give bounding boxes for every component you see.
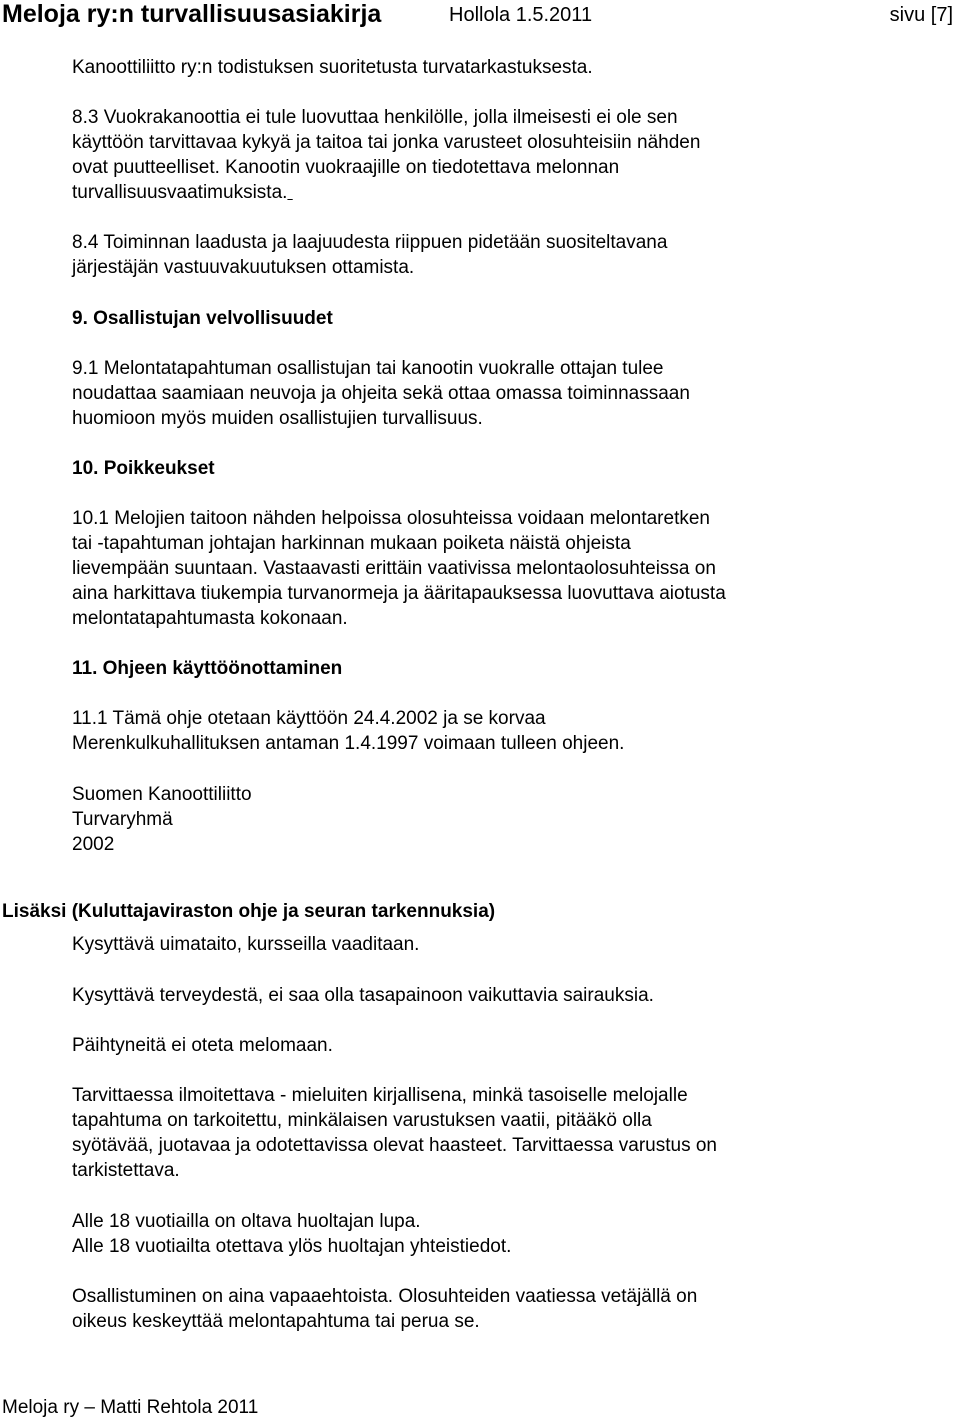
text-line: Alle 18 vuotiailla on oltava huoltajan lupa. [72, 1211, 421, 1232]
text-line: tai -tapahtuman johtajan harkinnan mukaan poiketa näistä ohjeista [72, 533, 631, 554]
document-title: Meloja ry:n turvallisuusasiakirja [2, 0, 382, 28]
page-footer: Meloja ry – Matti Rehtola 2011 [2, 1397, 259, 1418]
text-line: huomioon myös muiden osallistujien turvallisuus. [72, 408, 483, 429]
text-line: Päihtyneitä ei oteta melomaan. [72, 1035, 333, 1056]
text-line: aina harkittava tiukempia turvanormeja ja ääritapauksessa luovuttava aiotusta [72, 583, 726, 604]
text-line: syötävää, juotavaa ja odotettavissa olevat haasteet. Tarvittaessa varustus on [72, 1135, 717, 1156]
text-line: melontatapahtumasta kokonaan. [72, 608, 348, 629]
signature-organisation: Suomen Kanoottiliitto [72, 784, 252, 805]
text-line: 9.1 Melontatapahtuman osallistujan tai kanootin vuokralle ottajan tulee [72, 358, 664, 379]
text-line: ovat puutteelliset. Kanootin vuokraajille on tiedotettava melonnan [72, 157, 620, 178]
addition-swimming [72, 932, 842, 957]
signature-block [72, 782, 842, 857]
section-heading-10: 10. Poikkeukset [72, 458, 215, 479]
paragraph-9-1 [72, 356, 842, 431]
text-line: Merenkulkuhallituksen antaman 1.4.1997 voimaan tulleen ohjeen. [72, 733, 625, 754]
signature-year: 2002 [72, 834, 115, 855]
text-line: järjestäjän vastuuvakuutuksen ottamista. [72, 257, 415, 278]
addition-minors [72, 1209, 842, 1259]
text-line: turvallisuusvaatimuksista. [72, 182, 288, 203]
text-line: lievempään suuntaan. Vastaavasti erittäin vaativissa melontaolosuhteissa on [72, 558, 716, 579]
text-line: oikeus keskeyttää melontapahtuma tai perua se. [72, 1311, 480, 1332]
text-line: Kysyttävä uimataito, kursseilla vaaditaan. [72, 934, 420, 955]
text-line: Alle 18 vuotiailta otettava ylös huoltajan yhteistiedot. [72, 1236, 512, 1257]
text-line: tarkistettava. [72, 1160, 180, 1181]
paragraph-10-1 [72, 506, 842, 631]
text-line: Tarvittaessa ilmoitettava - mieluiten kirjallisena, minkä tasoiselle melojalle [72, 1085, 688, 1106]
text-line: Kysyttävä terveydestä, ei saa olla tasapainoon vaikuttavia sairauksia. [72, 985, 654, 1006]
text-line: 8.4 Toiminnan laadusta ja laajuudesta riippuen pidetään suositeltavana [72, 232, 668, 253]
intro-line [72, 55, 842, 80]
text-line: Kanoottiliitto ry:n todistuksen suoritetusta turvatarkastuksesta. [72, 57, 593, 78]
paragraph-8-3 [72, 105, 842, 205]
place-and-date: Hollola 1.5.2011 [449, 4, 593, 26]
text-line: 8.3 Vuokrakanoottia ei tule luovuttaa henkilölle, jolla ilmeisesti ei ole sen [72, 107, 678, 128]
section-heading-11: 11. Ohjeen käyttöönottaminen [72, 658, 343, 679]
text-line: noudattaa saamiaan neuvoja ja ohjeita sekä ottaa omassa toiminnassaan [72, 383, 690, 404]
text-line: tapahtuma on tarkoitettu, minkälaisen varustuksen vaatii, pitääkö olla [72, 1110, 652, 1131]
section-heading-9: 9. Osallistujan velvollisuudet [72, 308, 333, 329]
text-line-with-trailing-mark [72, 180, 842, 205]
addition-intoxication [72, 1033, 842, 1058]
addition-notification [72, 1083, 842, 1183]
text-line: 11.1 Tämä ohje otetaan käyttöön 24.4.2002 ja se korvaa [72, 708, 546, 729]
text-line: 10.1 Melojien taitoon nähden helpoissa olosuhteissa voidaan melontaretken [72, 508, 710, 529]
addition-health [72, 983, 842, 1008]
text-line: käyttöön tarvittavaa kykyä ja taitoa tai jonka varusteet olosuhteisiin nähden [72, 132, 701, 153]
additions-heading: Lisäksi (Kuluttajaviraston ohje ja seuran tarkennuksia) [2, 901, 496, 922]
page-number: sivu [7] [889, 4, 953, 26]
paragraph-11-1 [72, 706, 842, 756]
addition-voluntary [72, 1284, 842, 1334]
underline-mark [287, 182, 292, 203]
signature-group: Turvaryhmä [72, 809, 173, 830]
text-line: Osallistuminen on aina vapaaehtoista. Olosuhteiden vaatiessa vetäjällä on [72, 1286, 698, 1307]
paragraph-8-4 [72, 230, 842, 280]
page-header [0, 0, 960, 40]
